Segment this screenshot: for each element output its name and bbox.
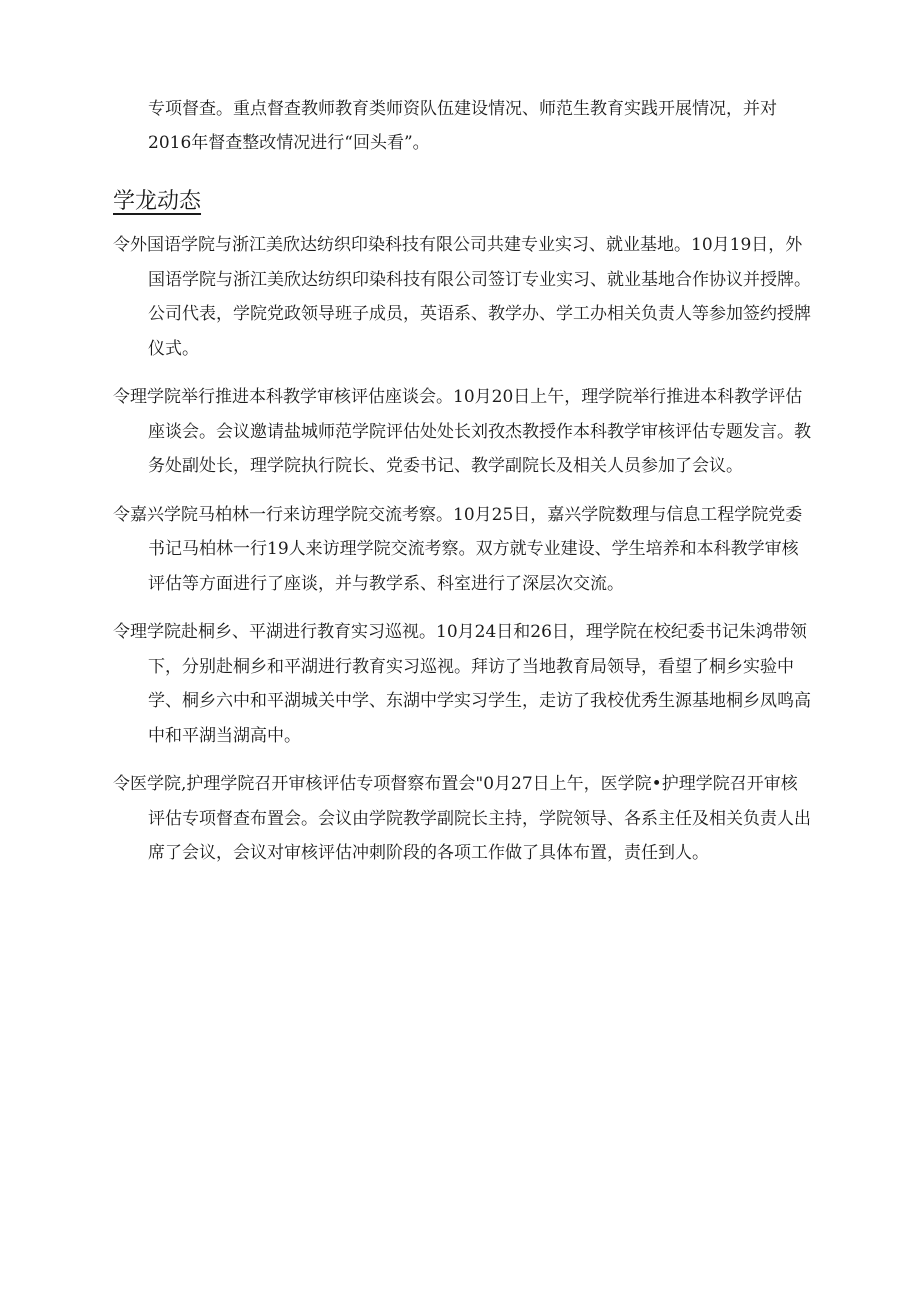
bullet-icon: 令 bbox=[113, 504, 130, 525]
news-item-text: 医学院,护理学院召开审核评估专项督察布置会"0月27日上午，医学院•护理学院召开审核评估专项督查布置会。会议由学院教学副院长主持，学院领导、各系主任及相关负责人出席了会议，会议对审核评估冲刺阶段的各项工作做了具体布置，责任到人。 bbox=[130, 774, 811, 863]
intro-paragraph: 专项督查。重点督查教师教育类师资队伍建设情况、师范生教育实践开展情况，并对2016年督查整改情况进行“回头看”。 bbox=[148, 99, 777, 153]
bullet-icon: 令 bbox=[113, 235, 130, 255]
news-item bbox=[113, 767, 813, 871]
news-item bbox=[113, 498, 813, 602]
section-title: 学龙动态 bbox=[113, 189, 202, 214]
news-item-text: 嘉兴学院马柏林一行来访理学院交流考察。10月25日，嘉兴学院数理与信息工程学院党委书记马柏林一行19人来访理学院交流考察。双方就专业建设、学生培养和本科教学审核评估等方面进行了座谈，并与教学系、科室进行了深层次交流。 bbox=[130, 504, 803, 594]
bullet-icon: 令 bbox=[113, 774, 130, 794]
news-item-text: 外国语学院与浙江美欣达纺织印染科技有限公司共建专业实习、就业基地。10月19日，外国语学院与浙江美欣达纺织印染科技有限公司签订专业实习、就业基地合作协议并授牌。公司代表，学院党政领导班子成员，英语系、教学办、学工办相关负责人等参加签约授牌仪式。 bbox=[130, 235, 811, 359]
news-item-text: 理学院举行推进本科教学审核评估座谈会。10月20日上午，理学院举行推进本科教学评估座谈会。会议邀请盐城师范学院评估处处长刘孜杰教授作本科教学审核评估专题发言。教务处副处长，理学院执行院长、党委书记、教学副院长及相关人员参加了会议。 bbox=[130, 387, 811, 476]
news-list bbox=[113, 228, 813, 885]
news-item-text: 理学院赴桐乡、平湖进行教育实习巡视。10月24日和26日，理学院在校纪委书记朱鸿带领下，分别赴桐乡和平湖进行教育实习巡视。拜访了当地教育局领导，看望了桐乡实验中学、桐乡六中和平湖城关中学、东湖中学实习学生，走访了我校优秀生源基地桐乡凤鸣高中和平湖当湖高中。 bbox=[130, 622, 811, 746]
news-item bbox=[113, 615, 813, 753]
news-item bbox=[113, 228, 813, 366]
news-item bbox=[113, 380, 813, 484]
bullet-icon: 令 bbox=[113, 622, 130, 642]
bullet-icon: 令 bbox=[113, 387, 130, 407]
